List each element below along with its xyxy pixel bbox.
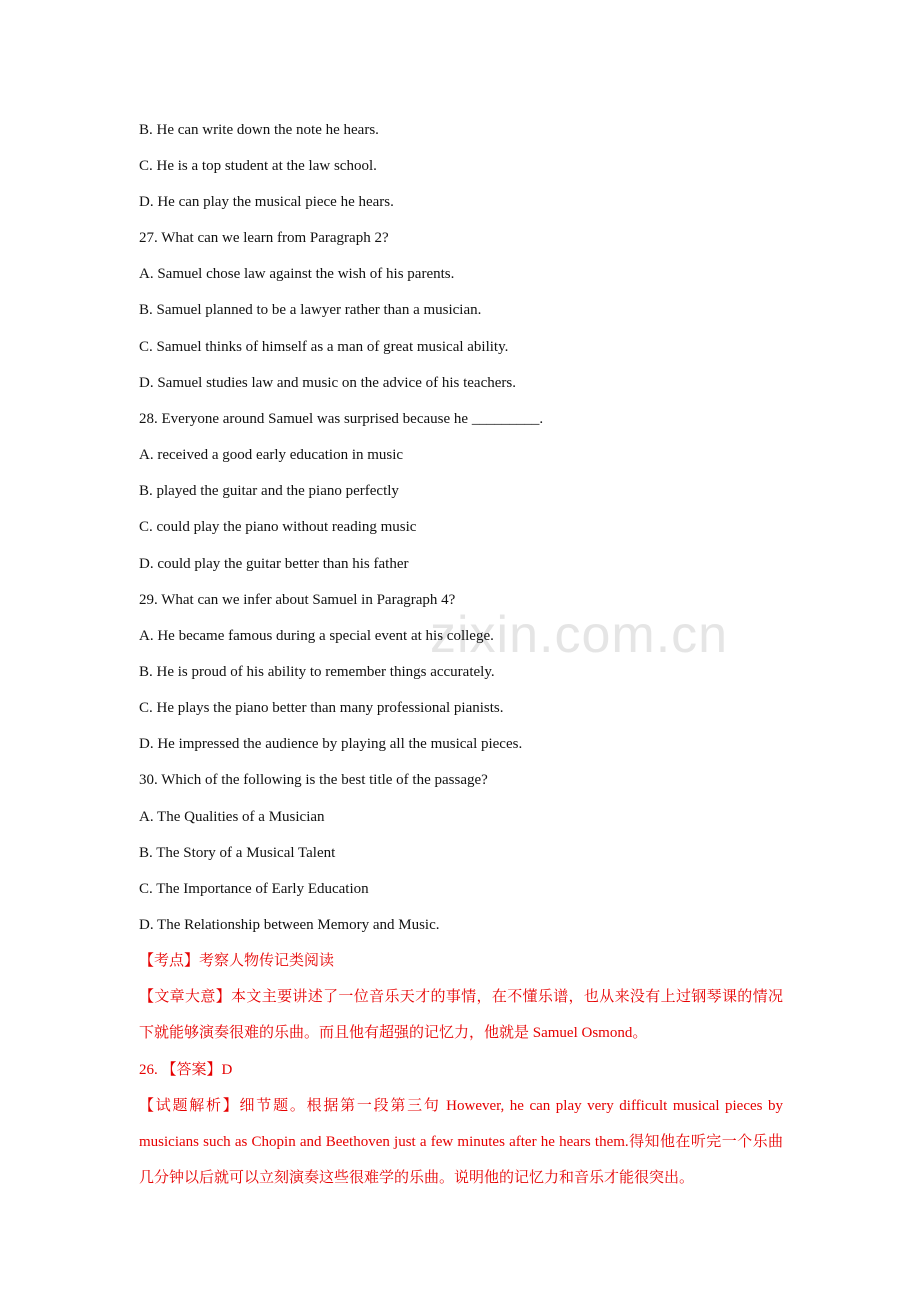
option-line: C. He plays the piano better than many professional pianists. — [139, 700, 504, 716]
kaodian-line: 【考点】考察人物传记类阅读 — [139, 953, 335, 969]
question-line: 30. Which of the following is the best title of the passage? — [139, 772, 488, 788]
explanation-paragraph: 【试题解析】细节题。根据第一段第三句 However, he can play very difficult musical pieces by musicians such as Chopin and Beethoven just a few minutes after he hears them.得知他在听完一个乐曲几分钟以后就可以立刻演奏这些很难学的乐曲。说明他的记忆力和音乐才能很突出。 — [139, 1098, 783, 1186]
option-line: A. The Qualities of a Musician — [139, 809, 325, 825]
option-line: A. received a good early education in music — [139, 447, 404, 463]
option-line: C. Samuel thinks of himself as a man of great musical ability. — [139, 339, 509, 355]
question-line: 27. What can we learn from Paragraph 2? — [139, 230, 389, 246]
option-line: C. The Importance of Early Education — [139, 881, 369, 897]
option-line: C. could play the piano without reading music — [139, 519, 417, 535]
watermark: zixin.com.cn — [430, 606, 729, 664]
option-line: D. could play the guitar better than his father — [139, 556, 409, 572]
option-line: B. The Story of a Musical Talent — [139, 845, 336, 861]
option-line: A. Samuel chose law against the wish of his parents. — [139, 266, 455, 282]
option-line: D. He impressed the audience by playing all the musical pieces. — [139, 736, 523, 752]
answer-line: 26. 【答案】D — [139, 1062, 233, 1078]
option-line: B. Samuel planned to be a lawyer rather than a musician. — [139, 302, 482, 318]
option-line: C. He is a top student at the law school. — [139, 158, 377, 174]
option-line: A. He became famous during a special event at his college. — [139, 628, 494, 644]
option-line: D. The Relationship between Memory and Music. — [139, 917, 440, 933]
question-line: 29. What can we infer about Samuel in Paragraph 4? — [139, 592, 456, 608]
question-line: 28. Everyone around Samuel was surprised because he _________. — [139, 411, 544, 427]
option-line: B. He can write down the note he hears. — [139, 122, 379, 138]
option-line: D. Samuel studies law and music on the advice of his teachers. — [139, 375, 516, 391]
option-line: D. He can play the musical piece he hears. — [139, 194, 394, 210]
option-line: B. played the guitar and the piano perfectly — [139, 483, 399, 499]
option-line: B. He is proud of his ability to remember things accurately. — [139, 664, 495, 680]
summary-paragraph: 【文章大意】本文主要讲述了一位音乐天才的事情，在不懂乐谱，也从来没有上过钢琴课的情况下就能够演奏很难的乐曲。而且他有超强的记忆力，他就是 Samuel Osmond。 — [139, 989, 783, 1041]
